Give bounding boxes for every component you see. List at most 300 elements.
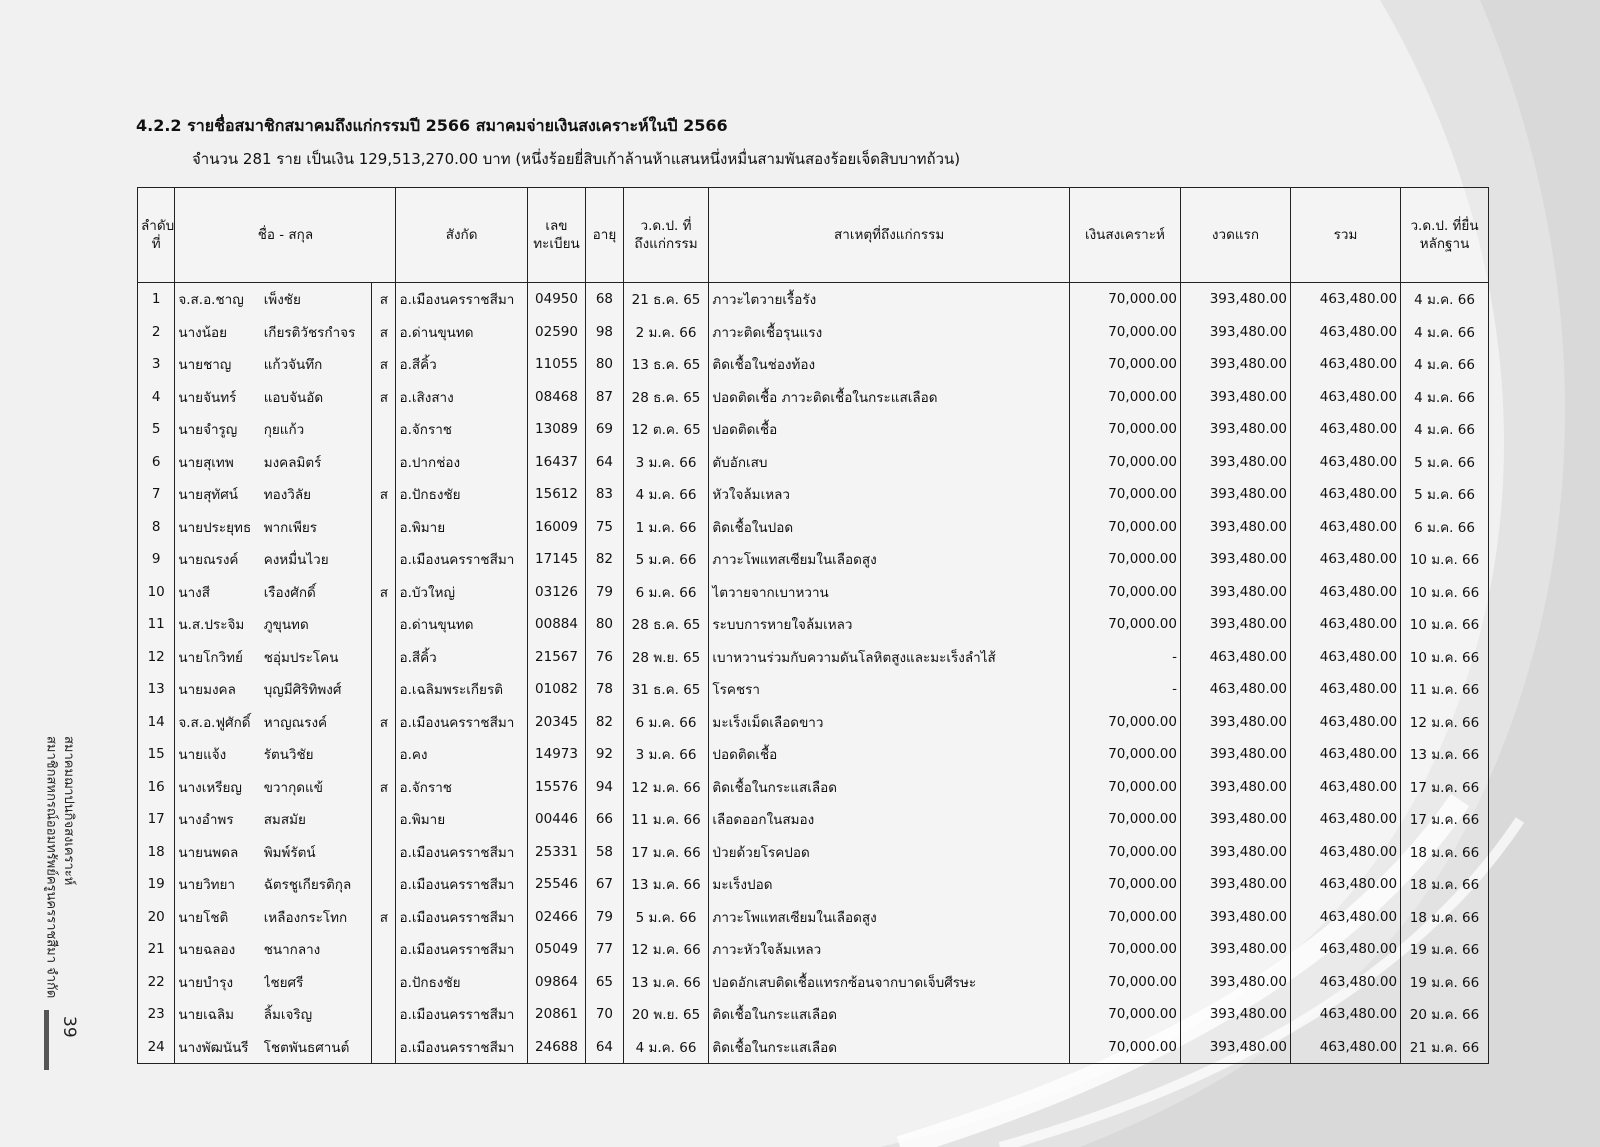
cell-order: 19 bbox=[138, 868, 175, 901]
cell-s-flag bbox=[372, 608, 396, 641]
table-row bbox=[138, 478, 1489, 511]
cell-total: 463,480.00 bbox=[1290, 998, 1400, 1031]
table-row bbox=[138, 933, 1489, 966]
cell-order: 21 bbox=[138, 933, 175, 966]
cell-first-name: นายวิทยา bbox=[175, 868, 264, 901]
side-label-line-1: สมาคมฌาปนกิจสงเคราะห์ bbox=[61, 736, 77, 886]
cell-death-date: 28 พ.ย. 65 bbox=[623, 641, 709, 674]
cell-total: 463,480.00 bbox=[1290, 706, 1400, 739]
table-row bbox=[138, 381, 1489, 414]
cell-first-name: นายโชติ bbox=[175, 901, 264, 934]
cell-first-name: นายประยุทธ bbox=[175, 511, 264, 544]
cell-filed-date: 10 ม.ค. 66 bbox=[1401, 641, 1489, 674]
cell-affiliation: อ.เมืองนครราชสีมา bbox=[396, 901, 527, 934]
cell-age: 65 bbox=[586, 966, 623, 999]
cell-age: 77 bbox=[586, 933, 623, 966]
cell-filed-date: 19 ม.ค. 66 bbox=[1401, 966, 1489, 999]
cell-last-name: เรืองศักดิ์ bbox=[264, 576, 372, 609]
cell-total: 463,480.00 bbox=[1290, 446, 1400, 479]
cell-total: 463,480.00 bbox=[1290, 1031, 1400, 1064]
cell-relief: 70,000.00 bbox=[1069, 511, 1180, 544]
table-row bbox=[138, 413, 1489, 446]
cell-first-name: น.ส.ประจิม bbox=[175, 608, 264, 641]
cell-age: 80 bbox=[586, 348, 623, 381]
cell-cause: ติดเชื้อในช่องท้อง bbox=[709, 348, 1069, 381]
table-row bbox=[138, 673, 1489, 706]
cell-s-flag bbox=[372, 446, 396, 479]
table-row bbox=[138, 803, 1489, 836]
header-total: รวม bbox=[1290, 188, 1400, 283]
cell-s-flag: ส bbox=[372, 381, 396, 414]
cell-filed-date: 10 ม.ค. 66 bbox=[1401, 576, 1489, 609]
cell-death-date: 31 ธ.ค. 65 bbox=[623, 673, 709, 706]
cell-affiliation: อ.เฉลิมพระเกียรติ bbox=[396, 673, 527, 706]
cell-first-installment: 393,480.00 bbox=[1180, 836, 1290, 869]
cell-death-date: 13 ม.ค. 66 bbox=[623, 966, 709, 999]
cell-s-flag: ส bbox=[372, 706, 396, 739]
cell-death-date: 12 ต.ค. 65 bbox=[623, 413, 709, 446]
cell-s-flag: ส bbox=[372, 348, 396, 381]
cell-death-date: 12 ม.ค. 66 bbox=[623, 933, 709, 966]
cell-cause: ปอดติดเชื้อ ภาวะติดเชื้อในกระแสเลือด bbox=[709, 381, 1069, 414]
table-row bbox=[138, 283, 1489, 316]
cell-order: 5 bbox=[138, 413, 175, 446]
header-order: ลำดับที่ bbox=[138, 188, 175, 283]
cell-relief: 70,000.00 bbox=[1069, 283, 1180, 316]
cell-last-name: ภูขุนทด bbox=[264, 608, 372, 641]
page-number: 39 bbox=[59, 1016, 79, 1038]
cell-registration: 09864 bbox=[527, 966, 586, 999]
cell-first-installment: 393,480.00 bbox=[1180, 706, 1290, 739]
cell-first-installment: 393,480.00 bbox=[1180, 478, 1290, 511]
cell-total: 463,480.00 bbox=[1290, 413, 1400, 446]
cell-order: 12 bbox=[138, 641, 175, 674]
cell-first-installment: 393,480.00 bbox=[1180, 316, 1290, 349]
cell-order: 15 bbox=[138, 738, 175, 771]
cell-registration: 02466 bbox=[527, 901, 586, 934]
cell-last-name: ขวากุดแข้ bbox=[264, 771, 372, 804]
cell-age: 98 bbox=[586, 316, 623, 349]
cell-filed-date: 20 ม.ค. 66 bbox=[1401, 998, 1489, 1031]
cell-first-name: นายณรงค์ bbox=[175, 543, 264, 576]
cell-registration: 02590 bbox=[527, 316, 586, 349]
cell-registration: 01082 bbox=[527, 673, 586, 706]
cell-age: 82 bbox=[586, 706, 623, 739]
cell-last-name: ลิ้มเจริญ bbox=[264, 998, 372, 1031]
cell-first-installment: 393,480.00 bbox=[1180, 511, 1290, 544]
cell-filed-date: 5 ม.ค. 66 bbox=[1401, 478, 1489, 511]
cell-total: 463,480.00 bbox=[1290, 348, 1400, 381]
cell-registration: 13089 bbox=[527, 413, 586, 446]
cell-filed-date: 10 ม.ค. 66 bbox=[1401, 543, 1489, 576]
cell-first-installment: 393,480.00 bbox=[1180, 738, 1290, 771]
cell-s-flag bbox=[372, 868, 396, 901]
cell-first-name: นางเหรียญ bbox=[175, 771, 264, 804]
cell-first-name: นายเฉลิม bbox=[175, 998, 264, 1031]
cell-registration: 14973 bbox=[527, 738, 586, 771]
cell-s-flag bbox=[372, 511, 396, 544]
cell-registration: 08468 bbox=[527, 381, 586, 414]
table-row bbox=[138, 868, 1489, 901]
cell-cause: เบาหวานร่วมกับความดันโลหิตสูงและมะเร็งลำไส้ bbox=[709, 641, 1069, 674]
cell-s-flag: ส bbox=[372, 478, 396, 511]
cell-s-flag bbox=[372, 738, 396, 771]
cell-cause: มะเร็งปอด bbox=[709, 868, 1069, 901]
cell-first-name: นางสี bbox=[175, 576, 264, 609]
cell-last-name: พิมพ์รัตน์ bbox=[264, 836, 372, 869]
cell-first-installment: 393,480.00 bbox=[1180, 1031, 1290, 1064]
cell-death-date: 20 พ.ย. 65 bbox=[623, 998, 709, 1031]
cell-last-name: สมสมัย bbox=[264, 803, 372, 836]
cell-order: 18 bbox=[138, 836, 175, 869]
header-registration: เลขทะเบียน bbox=[527, 188, 586, 283]
cell-first-name: นายมงคล bbox=[175, 673, 264, 706]
cell-death-date: 5 ม.ค. 66 bbox=[623, 543, 709, 576]
cell-age: 83 bbox=[586, 478, 623, 511]
table-row bbox=[138, 836, 1489, 869]
cell-affiliation: อ.ปักธงชัย bbox=[396, 966, 527, 999]
cell-last-name: กุยแก้ว bbox=[264, 413, 372, 446]
cell-last-name: เพ็งชัย bbox=[264, 283, 372, 316]
cell-cause: ติดเชื้อในกระแสเลือด bbox=[709, 771, 1069, 804]
cell-age: 75 bbox=[586, 511, 623, 544]
cell-death-date: 2 ม.ค. 66 bbox=[623, 316, 709, 349]
cell-order: 23 bbox=[138, 998, 175, 1031]
cell-relief: 70,000.00 bbox=[1069, 706, 1180, 739]
cell-affiliation: อ.ด่านขุนทด bbox=[396, 316, 527, 349]
cell-order: 16 bbox=[138, 771, 175, 804]
cell-last-name: ทองวิลัย bbox=[264, 478, 372, 511]
cell-affiliation: อ.สีคิ้ว bbox=[396, 641, 527, 674]
cell-filed-date: 4 ม.ค. 66 bbox=[1401, 283, 1489, 316]
table-row bbox=[138, 543, 1489, 576]
cell-first-installment: 393,480.00 bbox=[1180, 348, 1290, 381]
cell-death-date: 21 ธ.ค. 65 bbox=[623, 283, 709, 316]
section-summary: จำนวน 281 ราย เป็นเงิน 129,513,270.00 บาท (หนึ่งร้อยยี่สิบเก้าล้านห้าแสนหนึ่งหมื่นสามพันสองร้อยเจ็ดสิบบาทถ้วน) bbox=[192, 150, 961, 168]
table-row bbox=[138, 446, 1489, 479]
cell-first-installment: 393,480.00 bbox=[1180, 901, 1290, 934]
cell-relief: 70,000.00 bbox=[1069, 576, 1180, 609]
cell-first-installment: 393,480.00 bbox=[1180, 576, 1290, 609]
cell-total: 463,480.00 bbox=[1290, 608, 1400, 641]
cell-affiliation: อ.สีคิ้ว bbox=[396, 348, 527, 381]
cell-age: 58 bbox=[586, 836, 623, 869]
cell-filed-date: 4 ม.ค. 66 bbox=[1401, 413, 1489, 446]
cell-relief: 70,000.00 bbox=[1069, 1031, 1180, 1064]
cell-death-date: 5 ม.ค. 66 bbox=[623, 901, 709, 934]
cell-affiliation: อ.เมืองนครราชสีมา bbox=[396, 836, 527, 869]
cell-filed-date: 4 ม.ค. 66 bbox=[1401, 381, 1489, 414]
cell-first-installment: 393,480.00 bbox=[1180, 543, 1290, 576]
cell-cause: ตับอักเสบ bbox=[709, 446, 1069, 479]
cell-cause: ภาวะไตวายเรื้อรัง bbox=[709, 283, 1069, 316]
cell-order: 8 bbox=[138, 511, 175, 544]
cell-age: 76 bbox=[586, 641, 623, 674]
cell-total: 463,480.00 bbox=[1290, 478, 1400, 511]
cell-relief: 70,000.00 bbox=[1069, 933, 1180, 966]
cell-first-installment: 393,480.00 bbox=[1180, 998, 1290, 1031]
cell-cause: ภาวะโพแทสเซียมในเลือดสูง bbox=[709, 543, 1069, 576]
cell-cause: ปอดติดเชื้อ bbox=[709, 413, 1069, 446]
cell-registration: 05049 bbox=[527, 933, 586, 966]
cell-registration: 16009 bbox=[527, 511, 586, 544]
cell-relief: 70,000.00 bbox=[1069, 901, 1180, 934]
table-row bbox=[138, 771, 1489, 804]
cell-order: 2 bbox=[138, 316, 175, 349]
cell-relief: 70,000.00 bbox=[1069, 771, 1180, 804]
table-row bbox=[138, 966, 1489, 999]
cell-death-date: 11 ม.ค. 66 bbox=[623, 803, 709, 836]
cell-death-date: 1 ม.ค. 66 bbox=[623, 511, 709, 544]
section-heading: 4.2.2 รายชื่อสมาชิกสมาคมถึงแก่กรรมปี 2566 สมาคมจ่ายเงินสงเคราะห์ในปี 2566 bbox=[136, 116, 728, 135]
cell-first-installment: 463,480.00 bbox=[1180, 673, 1290, 706]
cell-relief: 70,000.00 bbox=[1069, 316, 1180, 349]
cell-affiliation: อ.จักราช bbox=[396, 413, 527, 446]
cell-affiliation: อ.ด่านขุนทด bbox=[396, 608, 527, 641]
cell-age: 82 bbox=[586, 543, 623, 576]
table-body bbox=[138, 283, 1489, 1064]
cell-total: 463,480.00 bbox=[1290, 803, 1400, 836]
cell-filed-date: 17 ม.ค. 66 bbox=[1401, 771, 1489, 804]
cell-affiliation: อ.เมืองนครราชสีมา bbox=[396, 706, 527, 739]
cell-relief: 70,000.00 bbox=[1069, 608, 1180, 641]
cell-first-name: นายบำรุง bbox=[175, 966, 264, 999]
cell-last-name: มงคลมิตร์ bbox=[264, 446, 372, 479]
cell-registration: 00884 bbox=[527, 608, 586, 641]
cell-first-name: นางพัฒนันรี bbox=[175, 1031, 264, 1064]
cell-death-date: 28 ธ.ค. 65 bbox=[623, 608, 709, 641]
cell-age: 78 bbox=[586, 673, 623, 706]
cell-registration: 00446 bbox=[527, 803, 586, 836]
cell-total: 463,480.00 bbox=[1290, 511, 1400, 544]
cell-s-flag bbox=[372, 413, 396, 446]
cell-registration: 25331 bbox=[527, 836, 586, 869]
cell-age: 79 bbox=[586, 901, 623, 934]
cell-total: 463,480.00 bbox=[1290, 901, 1400, 934]
cell-affiliation: อ.เมืองนครราชสีมา bbox=[396, 543, 527, 576]
cell-age: 92 bbox=[586, 738, 623, 771]
cell-age: 80 bbox=[586, 608, 623, 641]
cell-last-name: ฉัตรชูเกียรติกุล bbox=[264, 868, 372, 901]
cell-affiliation: อ.พิมาย bbox=[396, 803, 527, 836]
cell-relief: 70,000.00 bbox=[1069, 413, 1180, 446]
cell-total: 463,480.00 bbox=[1290, 381, 1400, 414]
cell-filed-date: 6 ม.ค. 66 bbox=[1401, 511, 1489, 544]
cell-first-name: นายจำรูญ bbox=[175, 413, 264, 446]
cell-death-date: 13 ม.ค. 66 bbox=[623, 868, 709, 901]
cell-first-installment: 393,480.00 bbox=[1180, 771, 1290, 804]
cell-s-flag bbox=[372, 966, 396, 999]
cell-filed-date: 18 ม.ค. 66 bbox=[1401, 836, 1489, 869]
cell-first-installment: 393,480.00 bbox=[1180, 446, 1290, 479]
cell-age: 94 bbox=[586, 771, 623, 804]
cell-registration: 15576 bbox=[527, 771, 586, 804]
cell-filed-date: 18 ม.ค. 66 bbox=[1401, 868, 1489, 901]
cell-first-installment: 463,480.00 bbox=[1180, 641, 1290, 674]
cell-relief: 70,000.00 bbox=[1069, 836, 1180, 869]
cell-affiliation: อ.คง bbox=[396, 738, 527, 771]
cell-last-name: รัตนวิชัย bbox=[264, 738, 372, 771]
header-death-date: ว.ด.ป. ที่ถึงแก่กรรม bbox=[623, 188, 709, 283]
cell-last-name: ชอุ่มประโคน bbox=[264, 641, 372, 674]
cell-death-date: 4 ม.ค. 66 bbox=[623, 478, 709, 511]
cell-death-date: 6 ม.ค. 66 bbox=[623, 706, 709, 739]
page-number-bar bbox=[44, 1010, 49, 1070]
cell-first-name: นางอำพร bbox=[175, 803, 264, 836]
cell-death-date: 13 ธ.ค. 65 bbox=[623, 348, 709, 381]
cell-last-name: ไชยศรี bbox=[264, 966, 372, 999]
cell-s-flag bbox=[372, 836, 396, 869]
cell-affiliation: อ.ปากช่อง bbox=[396, 446, 527, 479]
cell-age: 69 bbox=[586, 413, 623, 446]
cell-first-name: นายแจ้ง bbox=[175, 738, 264, 771]
cell-last-name: แก้วจันทึก bbox=[264, 348, 372, 381]
cell-order: 24 bbox=[138, 1031, 175, 1064]
header-filed-date: ว.ด.ป. ที่ยื่นหลักฐาน bbox=[1401, 188, 1489, 283]
cell-first-installment: 393,480.00 bbox=[1180, 608, 1290, 641]
table-row bbox=[138, 641, 1489, 674]
cell-s-flag bbox=[372, 803, 396, 836]
cell-cause: ติดเชื้อในกระแสเลือด bbox=[709, 1031, 1069, 1064]
cell-s-flag bbox=[372, 673, 396, 706]
cell-affiliation: อ.เมืองนครราชสีมา bbox=[396, 1031, 527, 1064]
cell-last-name: เหลืองกระโทก bbox=[264, 901, 372, 934]
cell-age: 64 bbox=[586, 446, 623, 479]
header-relief: เงินสงเคราะห์ bbox=[1069, 188, 1180, 283]
cell-death-date: 17 ม.ค. 66 bbox=[623, 836, 709, 869]
cell-relief: 70,000.00 bbox=[1069, 998, 1180, 1031]
cell-order: 22 bbox=[138, 966, 175, 999]
cell-first-name: นายชาญ bbox=[175, 348, 264, 381]
header-cause: สาเหตุที่ถึงแก่กรรม bbox=[709, 188, 1069, 283]
header-first-installment: งวดแรก bbox=[1180, 188, 1290, 283]
cell-affiliation: อ.เมืองนครราชสีมา bbox=[396, 868, 527, 901]
table-row bbox=[138, 706, 1489, 739]
cell-first-name: นายสุเทพ bbox=[175, 446, 264, 479]
cell-first-name: นายจันทร์ bbox=[175, 381, 264, 414]
cell-registration: 15612 bbox=[527, 478, 586, 511]
cell-s-flag bbox=[372, 1031, 396, 1064]
cell-last-name: บุญมีศิริทิพงศ์ bbox=[264, 673, 372, 706]
cell-cause: หัวใจล้มเหลว bbox=[709, 478, 1069, 511]
cell-total: 463,480.00 bbox=[1290, 641, 1400, 674]
cell-affiliation: อ.เมืองนครราชสีมา bbox=[396, 998, 527, 1031]
cell-cause: ระบบการหายใจล้มเหลว bbox=[709, 608, 1069, 641]
table-row bbox=[138, 511, 1489, 544]
cell-registration: 25546 bbox=[527, 868, 586, 901]
cell-filed-date: 4 ม.ค. 66 bbox=[1401, 348, 1489, 381]
cell-total: 463,480.00 bbox=[1290, 316, 1400, 349]
cell-cause: ภาวะโพแทสเซียมในเลือดสูง bbox=[709, 901, 1069, 934]
cell-cause: ปอดติดเชื้อ bbox=[709, 738, 1069, 771]
cell-death-date: 12 ม.ค. 66 bbox=[623, 771, 709, 804]
cell-filed-date: 13 ม.ค. 66 bbox=[1401, 738, 1489, 771]
organization-side-label bbox=[42, 736, 77, 998]
cell-order: 20 bbox=[138, 901, 175, 934]
cell-last-name: โชตพันธศานต์ bbox=[264, 1031, 372, 1064]
cell-cause: มะเร็งเม็ดเลือดขาว bbox=[709, 706, 1069, 739]
cell-cause: ติดเชื้อในปอด bbox=[709, 511, 1069, 544]
cell-first-name: นายสุทัศน์ bbox=[175, 478, 264, 511]
cell-death-date: 3 ม.ค. 66 bbox=[623, 446, 709, 479]
cell-first-name: จ.ส.อ.ฟูศักดิ์ bbox=[175, 706, 264, 739]
cell-s-flag: ส bbox=[372, 771, 396, 804]
cell-cause: ภาวะหัวใจล้มเหลว bbox=[709, 933, 1069, 966]
cell-total: 463,480.00 bbox=[1290, 771, 1400, 804]
cell-order: 17 bbox=[138, 803, 175, 836]
cell-relief: 70,000.00 bbox=[1069, 738, 1180, 771]
cell-first-installment: 393,480.00 bbox=[1180, 803, 1290, 836]
cell-affiliation: อ.บัวใหญ่ bbox=[396, 576, 527, 609]
table-row bbox=[138, 348, 1489, 381]
cell-s-flag: ส bbox=[372, 901, 396, 934]
table-row bbox=[138, 576, 1489, 609]
cell-affiliation: อ.จักราช bbox=[396, 771, 527, 804]
cell-filed-date: 5 ม.ค. 66 bbox=[1401, 446, 1489, 479]
cell-first-installment: 393,480.00 bbox=[1180, 413, 1290, 446]
cell-cause: ภาวะติดเชื้อรุนแรง bbox=[709, 316, 1069, 349]
cell-relief: 70,000.00 bbox=[1069, 966, 1180, 999]
cell-s-flag: ส bbox=[372, 576, 396, 609]
header-affiliation: สังกัด bbox=[396, 188, 527, 283]
cell-first-name: จ.ส.อ.ชาญ bbox=[175, 283, 264, 316]
cell-registration: 21567 bbox=[527, 641, 586, 674]
cell-registration: 24688 bbox=[527, 1031, 586, 1064]
cell-age: 87 bbox=[586, 381, 623, 414]
cell-order: 9 bbox=[138, 543, 175, 576]
cell-last-name: ชนากลาง bbox=[264, 933, 372, 966]
cell-filed-date: 4 ม.ค. 66 bbox=[1401, 316, 1489, 349]
cell-registration: 11055 bbox=[527, 348, 586, 381]
cell-order: 13 bbox=[138, 673, 175, 706]
cell-filed-date: 18 ม.ค. 66 bbox=[1401, 901, 1489, 934]
cell-death-date: 28 ธ.ค. 65 bbox=[623, 381, 709, 414]
header-name: ชื่อ - สกุล bbox=[175, 188, 396, 283]
cell-s-flag bbox=[372, 998, 396, 1031]
cell-relief: 70,000.00 bbox=[1069, 446, 1180, 479]
cell-filed-date: 21 ม.ค. 66 bbox=[1401, 1031, 1489, 1064]
cell-total: 463,480.00 bbox=[1290, 673, 1400, 706]
cell-total: 463,480.00 bbox=[1290, 738, 1400, 771]
cell-relief: 70,000.00 bbox=[1069, 803, 1180, 836]
table-row bbox=[138, 316, 1489, 349]
cell-age: 68 bbox=[586, 283, 623, 316]
side-label-line-2: สมาชิกสหกรณ์ออมทรัพย์ครูนครราชสีมา จำกัด bbox=[43, 736, 59, 999]
cell-cause: ติดเชื้อในกระแสเลือด bbox=[709, 998, 1069, 1031]
cell-total: 463,480.00 bbox=[1290, 543, 1400, 576]
cell-total: 463,480.00 bbox=[1290, 836, 1400, 869]
cell-cause: ไตวายจากเบาหวาน bbox=[709, 576, 1069, 609]
cell-order: 6 bbox=[138, 446, 175, 479]
cell-relief: 70,000.00 bbox=[1069, 868, 1180, 901]
cell-affiliation: อ.เมืองนครราชสีมา bbox=[396, 933, 527, 966]
cell-age: 66 bbox=[586, 803, 623, 836]
cell-age: 67 bbox=[586, 868, 623, 901]
cell-relief: 70,000.00 bbox=[1069, 348, 1180, 381]
cell-total: 463,480.00 bbox=[1290, 966, 1400, 999]
cell-s-flag: ส bbox=[372, 283, 396, 316]
cell-s-flag bbox=[372, 933, 396, 966]
deceased-members-table bbox=[137, 187, 1489, 1064]
cell-total: 463,480.00 bbox=[1290, 283, 1400, 316]
cell-relief: 70,000.00 bbox=[1069, 478, 1180, 511]
cell-cause: ปอดอักเสบติดเชื้อแทรกซ้อนจากบาดเจ็บศีรษะ bbox=[709, 966, 1069, 999]
cell-registration: 04950 bbox=[527, 283, 586, 316]
table-row bbox=[138, 901, 1489, 934]
table-row bbox=[138, 738, 1489, 771]
cell-filed-date: 11 ม.ค. 66 bbox=[1401, 673, 1489, 706]
cell-order: 7 bbox=[138, 478, 175, 511]
